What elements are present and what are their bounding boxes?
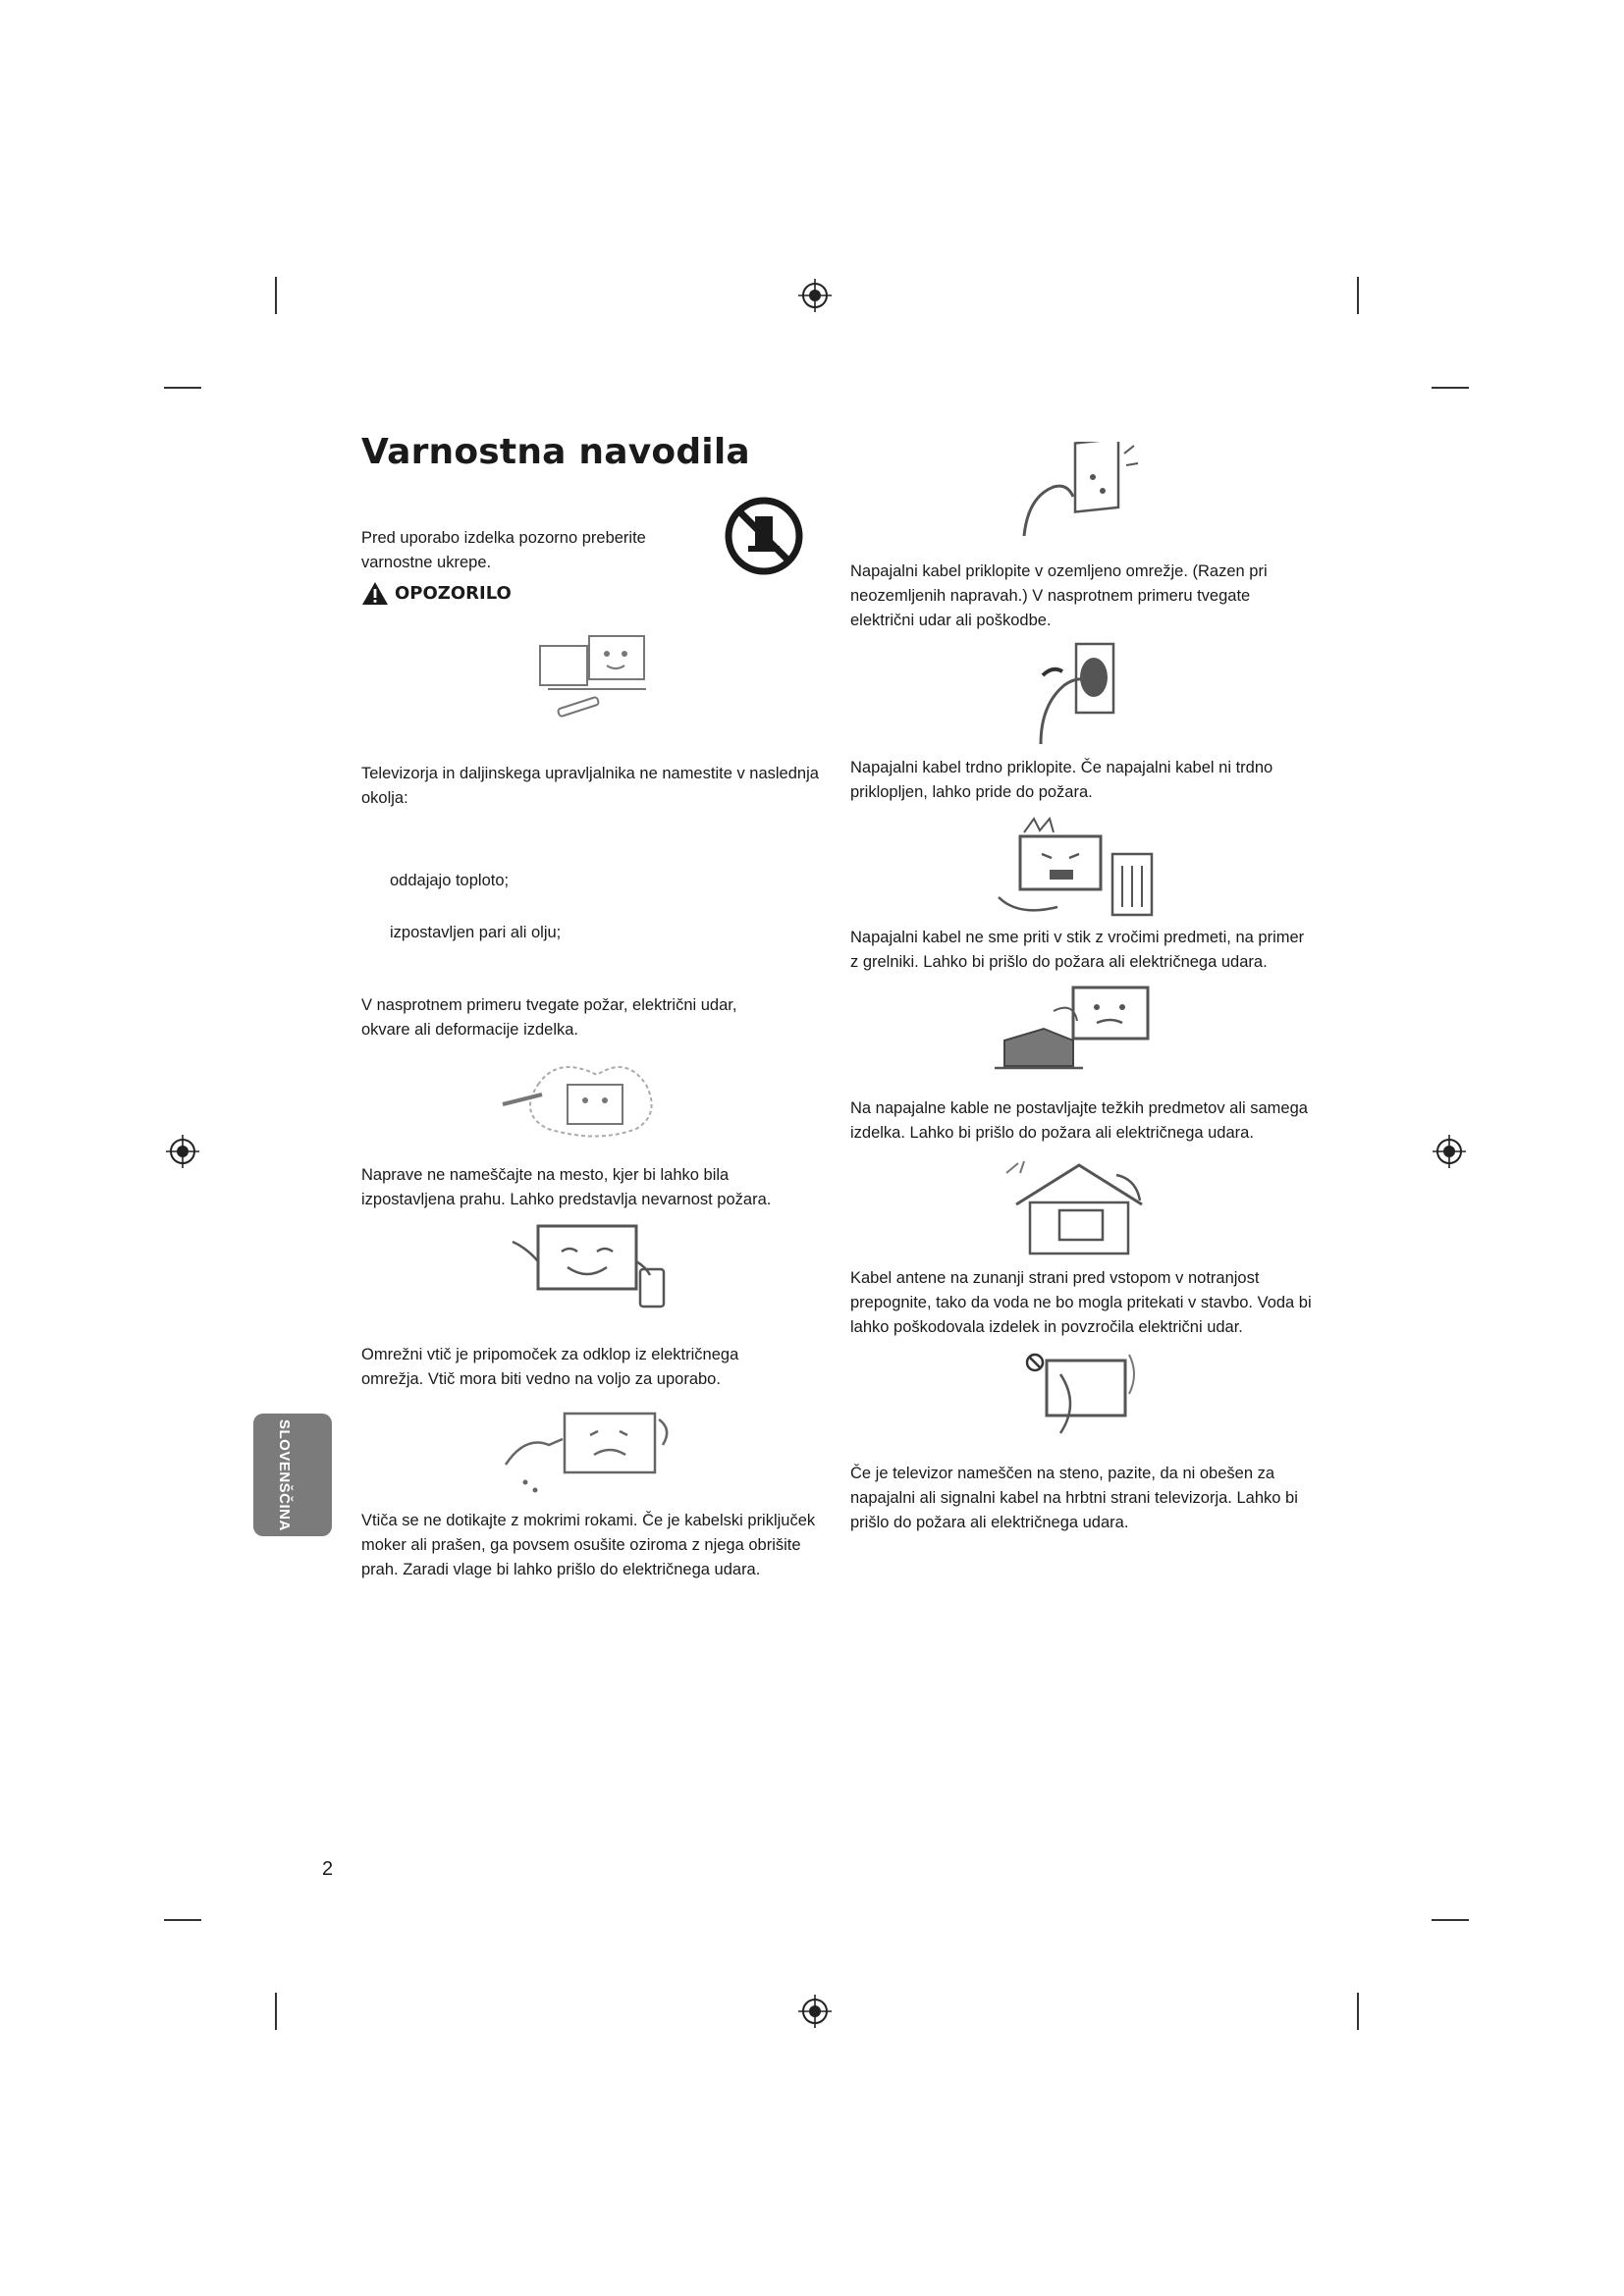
firm-plug-illustration bbox=[1021, 638, 1134, 746]
language-tab-label: SLOVENŠČINA bbox=[276, 1419, 293, 1531]
environment-item-steam: izpostavljen pari ali olju; bbox=[390, 924, 562, 941]
crop-mark bbox=[1432, 1919, 1469, 1921]
warning-triangle-icon bbox=[361, 581, 389, 606]
environment-consequence: V nasprotnem primeru tvegate požar, električni udar, okvare ali deformacije izdelka. bbox=[361, 996, 737, 1039]
crop-mark bbox=[1357, 277, 1359, 314]
wet-hands-illustration bbox=[496, 1404, 682, 1498]
registration-mark-icon bbox=[166, 1135, 199, 1168]
crop-mark bbox=[164, 387, 201, 389]
dust-warning-text: Naprave ne nameščajte na mesto, kjer bi lahko bila izpostavljena prahu. Lahko predstavlja nevarnost požara. bbox=[361, 1166, 772, 1208]
wall-mount-illustration bbox=[1021, 1345, 1144, 1443]
heater-hazard-illustration bbox=[995, 815, 1157, 921]
page-title: Varnostna navodila bbox=[361, 432, 750, 472]
crop-mark bbox=[275, 1993, 277, 2030]
antenna-cable-illustration bbox=[995, 1153, 1162, 1256]
warning-label: OPOZORILO bbox=[395, 583, 512, 604]
registration-mark-icon bbox=[1433, 1135, 1466, 1168]
plug-access-illustration bbox=[499, 1222, 676, 1312]
page-number: 2 bbox=[322, 1858, 334, 1880]
environment-item-heat: oddajajo toploto; bbox=[390, 872, 510, 889]
environment-intro: Televizorja in daljinskega upravljalnika ne namestite v naslednja okolja: bbox=[361, 765, 819, 807]
grounded-outlet-text: Napajalni kabel priklopite v ozemljeno omrežje. (Razen pri neozemljenih napravah.) V nasprotnem primeru tvegate električni udar ali poškodbe. bbox=[850, 562, 1268, 629]
heater-hazard-text: Napajalni kabel ne sme priti v stik z vročimi predmeti, na primer z grelniki. Lahko bi prišlo do požara ali električnega udara. bbox=[850, 929, 1305, 971]
antenna-cable-text: Kabel antene na zunanji strani pred vstopom v notranjost prepognite, tako da voda ne bo mogla pritekati v stavbo. Voda bi lahko poškodovala izdelek in povzročila električni udar. bbox=[850, 1269, 1312, 1336]
heavy-object-illustration bbox=[995, 982, 1162, 1085]
intro-text: Pred uporabo izdelka pozorno preberite varnostne ukrepe. bbox=[361, 529, 646, 571]
registration-mark-icon bbox=[798, 1995, 832, 2028]
dust-hazard-illustration bbox=[499, 1055, 666, 1144]
plug-access-text: Omrežni vtič je pripomoček za odklop iz električnega omrežja. Vtič mora biti vedno na voljo za uporabo. bbox=[361, 1346, 739, 1388]
registration-mark-icon bbox=[798, 279, 832, 312]
heavy-object-text: Na napajalne kable ne postavljajte težkih predmetov ali samega izdelka. Lahko bi prišlo do požara ali električnega udara. bbox=[850, 1099, 1308, 1142]
wall-mount-text: Če je televizor nameščen na steno, pazite, da ni obešen za napajalni ali signalni kabel na hrbtni strani televizorja. Lahko bi prišlo do požara ali električnega udara. bbox=[850, 1465, 1298, 1531]
wet-hands-text: Vtiča se ne dotikajte z mokrimi rokami. Če je kabelski priključek moker ali prašen, ga povsem osušite oziroma z njega obrišite prah. Zaradi vlage bi lahko prišlo do električnega udara. bbox=[361, 1512, 816, 1578]
crop-mark bbox=[1357, 1993, 1359, 2030]
warning-heading bbox=[361, 581, 512, 606]
crop-mark bbox=[164, 1919, 201, 1921]
no-manual-prohibition-icon bbox=[723, 495, 805, 577]
grounded-outlet-illustration bbox=[1014, 442, 1142, 550]
crop-mark bbox=[1432, 387, 1469, 389]
language-tab bbox=[253, 1414, 332, 1536]
firm-plug-text: Napajalni kabel trdno priklopite. Če napajalni kabel ni trdno priklopljen, lahko pride do požara. bbox=[850, 759, 1273, 801]
crop-mark bbox=[275, 277, 277, 314]
tv-remote-environment-illustration bbox=[528, 628, 666, 726]
